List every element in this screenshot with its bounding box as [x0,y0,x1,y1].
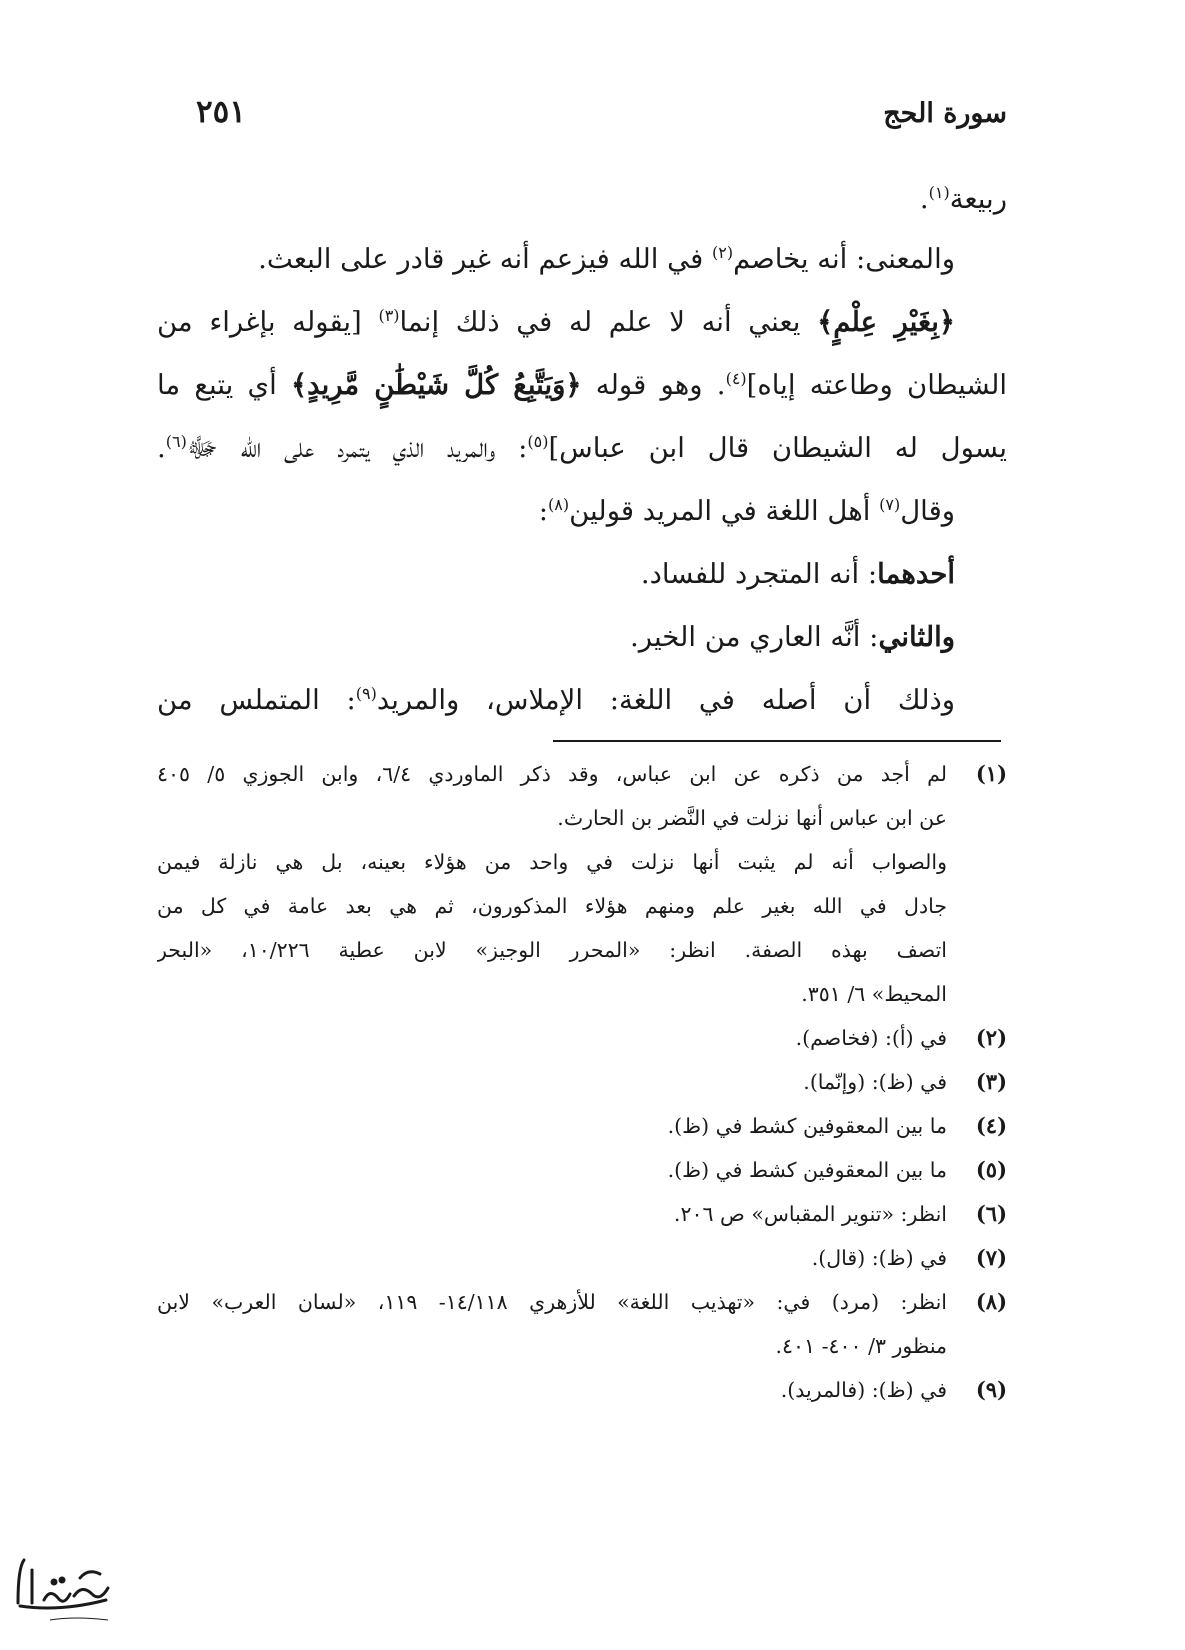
text-span: أي يتبع ما [157,369,292,401]
footnote-6 [157,1192,1007,1236]
text-span: . [157,432,166,464]
footnote-number: (٥) [975,1157,1007,1182]
text-line-6 [157,480,1007,543]
footnote-body [157,1368,947,1412]
text-span: وذلك أن أصله في اللغة: الإملاس، والمريد [376,684,955,716]
footnote-ref[interactable]: (٣) [378,305,400,325]
footnote-line: ما بين المعقوفين كشط في (ظ). [667,1158,947,1182]
footnote-1 [157,752,1007,1016]
text-span: ربيعة [949,183,1007,215]
text-line-4 [157,354,1007,417]
text-span: . [919,183,929,215]
text-span: يسول له الشيطان قال ابن عباس] [548,432,1007,464]
footnote-body [157,1104,947,1148]
calligraphy-logo [10,1548,120,1628]
text-span: أهل اللغة في المريد قولين [569,495,880,527]
text-span: : أنه المتجرد للفساد. [640,558,878,590]
text-line-9 [157,669,1007,732]
footnote-line: في (ظ): (فالمريد). [780,1378,947,1402]
footnote-ref[interactable]: (٩) [355,683,377,703]
text-span: . وهو قوله [581,369,726,401]
footnote-line: انظر: (مرد) في: «تهذيب اللغة» للأزهري ١٤/١١٨- ١١٩، «لسان العرب» لابن [157,1290,947,1314]
text-span: يعني أنه لا علم له في ذلك إنما [399,306,818,338]
footnote-line: في (أ): (فخاصم). [795,1026,947,1050]
footnote-line: ما بين المعقوفين كشط في (ظ). [667,1114,947,1138]
footnote-number: (٨) [975,1289,1007,1314]
term-label: والثاني [878,621,955,653]
text-line-5 [157,417,1007,480]
text-line-3 [157,291,1007,354]
footnote-line: اتصف بهذه الصفة. انظر: «المحرر الوجيز» لابن عطية ١٠/٢٢٦، «البحر [157,938,947,962]
footnote-ref[interactable]: (٢) [711,242,734,262]
footnote-9 [157,1368,1007,1412]
footnote-number: (٢) [975,1025,1007,1050]
footnote-line: المحيط» ٦/ ٣٥١. [801,982,947,1006]
footnote-line: انظر: «تنوير المقباس» ص ٢٠٦. [673,1202,947,1226]
running-title: سورة الحج [883,98,1007,129]
text-span: وقال [900,495,955,527]
footnote-body [157,752,947,1016]
footnote-4 [157,1104,1007,1148]
footnote-number: (٧) [975,1245,1007,1270]
footnote-line: في (ظ): (وإنّما). [803,1070,947,1094]
footnote-line: في (ظ): (قال). [811,1246,947,1270]
text-line-7 [157,543,1007,606]
footnote-body [157,1280,947,1368]
text-span: : [538,495,548,527]
footnote-line: عن ابن عباس أنها نزلت في النَّضر بن الحارث. [557,806,947,830]
footnote-ref[interactable]: (٧) [879,494,901,514]
quran-quote: ﴿وَيَتَّبِعُ كُلَّ شَيْطَٰنٍ مَّرِيدٍ﴾ [291,369,582,401]
footnote-ref[interactable]: (٦) [165,431,187,451]
text-line-8 [157,606,1007,669]
footnote-ref[interactable]: (٤) [725,368,747,388]
text-span: الشيطان وطاعته إياه] [746,369,1007,401]
footnote-number: (٤) [975,1113,1007,1138]
footnote-number: (٩) [975,1377,1007,1402]
footnote-ref[interactable]: (١) [928,182,950,202]
quran-quote: ﴿بِغَيْرِ عِلْمٍ﴾ [817,306,956,338]
footnote-ref[interactable]: (٥) [527,431,549,451]
footnote-7 [157,1236,1007,1280]
footnote-5 [157,1148,1007,1192]
text-span: [يقوله بإغراء من [157,306,379,338]
footnotes [157,752,1007,1412]
footnote-2 [157,1016,1007,1060]
text-span: : أنَّه العاري من الخير. [630,621,879,653]
page-number: ٢٥١ [196,94,246,130]
footnote-line: منظور ٣/ ٤٠٠- ٤٠١. [775,1334,947,1358]
footnote-number: (٣) [975,1069,1007,1094]
footnote-3 [157,1060,1007,1104]
main-text [157,170,1007,732]
footnote-body [157,1016,947,1060]
text-line-1 [157,170,1007,228]
footnote-8 [157,1280,1007,1368]
footnote-body [157,1148,947,1192]
text-span: : والمريد الذي يتمرد على الله ﷻ [186,432,528,464]
text-span: : المتملس من [157,684,356,716]
footnote-body [157,1192,947,1236]
footnote-ref[interactable]: (٨) [547,494,570,514]
term-label: أحدهما [877,558,955,590]
footnote-body [157,1060,947,1104]
footnote-number: (١) [975,761,1007,786]
footnote-line: جادل في الله بغير علم ومنهم هؤلاء المذكورون، ثم هي بعد عامة في كل من [157,894,947,918]
footnote-number: (٦) [975,1201,1007,1226]
text-span: والمعنى: أنه يخاصم [733,243,955,275]
text-line-2 [157,228,1007,291]
footnote-separator [553,740,1001,742]
text-span: في الله فيزعم أنه غير قادر على البعث. [258,243,712,275]
footnote-line: لم أجد من ذكره عن ابن عباس، وقد ذكر الماوردي ٦/٤، وابن الجوزي ٥/ ٤٠٥ [157,762,947,786]
footnote-body [157,1236,947,1280]
footnote-line: والصواب أنه لم يثبت أنها نزلت في واحد من هؤلاء بعينه، بل هي نازلة فيمن [157,850,947,874]
